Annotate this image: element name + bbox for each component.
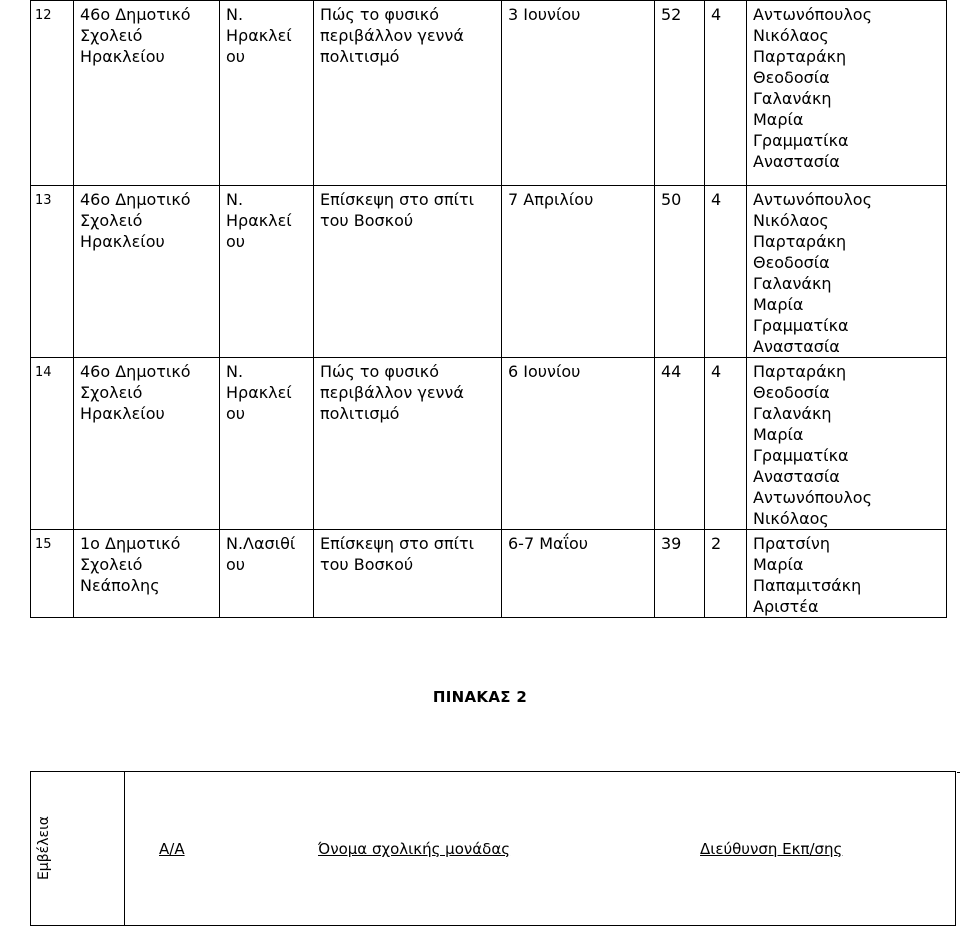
table-row bbox=[31, 186, 947, 358]
teachers-cell bbox=[747, 1, 947, 186]
visit-date: 7 Απριλίου bbox=[508, 190, 594, 209]
school-name: 46ο Δημοτικό Σχολειό Ηρακλείου bbox=[80, 362, 191, 423]
students-cell bbox=[655, 186, 705, 358]
teacher-count-cell bbox=[705, 1, 747, 186]
students-cell bbox=[655, 530, 705, 618]
school-name: 1ο Δημοτικό Σχολειό Νεάπολης bbox=[80, 534, 181, 595]
visit-date: 3 Ιουνίου bbox=[508, 5, 581, 24]
row-number-cell bbox=[31, 530, 74, 618]
student-count: 52 bbox=[661, 5, 682, 24]
teachers-cell bbox=[747, 530, 947, 618]
teacher-names: Παρταράκη Θεοδοσία Γαλανάκη Μαρία Γραμματίκα Αναστασία Αντωνόπουλος Νικόλαος bbox=[753, 362, 872, 528]
prefecture: Ν.Λασιθί ου bbox=[226, 534, 296, 574]
program-cell bbox=[314, 186, 502, 358]
program-cell bbox=[314, 358, 502, 530]
date-cell bbox=[502, 1, 655, 186]
row-number-cell bbox=[31, 186, 74, 358]
program-title: Επίσκεψη στο σπίτι του Βοσκού bbox=[320, 190, 475, 230]
date-cell bbox=[502, 186, 655, 358]
prefecture-cell bbox=[220, 358, 314, 530]
date-cell bbox=[502, 358, 655, 530]
teacher-count-cell bbox=[705, 530, 747, 618]
teacher-count: 4 bbox=[711, 5, 722, 24]
row-number-cell bbox=[31, 1, 74, 186]
table-row bbox=[31, 1, 947, 186]
column-divider bbox=[124, 772, 125, 925]
date-cell bbox=[502, 530, 655, 618]
school-name-header: Όνομα σχολικής μονάδας bbox=[318, 840, 511, 858]
teacher-count: 2 bbox=[711, 534, 722, 553]
program-title: Πώς το φυσικό περιβάλλον γεννά πολιτισμό bbox=[320, 362, 464, 423]
directorate-header: Διεύθυνση Εκπ/σης bbox=[700, 840, 843, 858]
prefecture-cell bbox=[220, 530, 314, 618]
program-title: Επίσκεψη στο σπίτι του Βοσκού bbox=[320, 534, 475, 574]
teacher-count-cell bbox=[705, 186, 747, 358]
student-count: 44 bbox=[661, 362, 682, 381]
range-header: Εμβέλεια bbox=[36, 815, 52, 881]
program-cell bbox=[314, 1, 502, 186]
row-number: 13 bbox=[35, 193, 52, 208]
school-cell bbox=[74, 1, 220, 186]
teacher-names: Αντωνόπουλος Νικόλαος Παρταράκη Θεοδοσία Γαλανάκη Μαρία Γραμματίκα Αναστασία bbox=[753, 190, 872, 356]
row-number-cell bbox=[31, 358, 74, 530]
student-count: 50 bbox=[661, 190, 682, 209]
row-number: 14 bbox=[35, 365, 52, 380]
students-cell bbox=[655, 1, 705, 186]
program-cell bbox=[314, 530, 502, 618]
teacher-count-cell bbox=[705, 358, 747, 530]
school-cell bbox=[74, 186, 220, 358]
school-name: 46ο Δημοτικό Σχολειό Ηρακλείου bbox=[80, 5, 191, 66]
prefecture: Ν. Ηρακλεί ου bbox=[226, 5, 292, 66]
students-cell bbox=[655, 358, 705, 530]
row-number: 12 bbox=[35, 8, 52, 23]
row-number: 15 bbox=[35, 537, 52, 552]
program-title: Πώς το φυσικό περιβάλλον γεννά πολιτισμό bbox=[320, 5, 464, 66]
teachers-cell bbox=[747, 358, 947, 530]
prefecture-cell bbox=[220, 1, 314, 186]
teacher-count: 4 bbox=[711, 190, 722, 209]
teacher-names: Αντωνόπουλος Νικόλαος Παρταράκη Θεοδοσία Γαλανάκη Μαρία Γραμματίκα Αναστασία bbox=[753, 5, 872, 171]
excursions-table bbox=[30, 0, 947, 618]
teacher-names: Πρατσίνη Μαρία Παπαμιτσάκη Αριστέα bbox=[753, 534, 862, 616]
prefecture-cell bbox=[220, 186, 314, 358]
student-count: 39 bbox=[661, 534, 682, 553]
aa-header: Α/Α bbox=[159, 840, 185, 858]
school-name: 46ο Δημοτικό Σχολειό Ηρακλείου bbox=[80, 190, 191, 251]
table-caption: ΠΙΝΑΚΑΣ 2 bbox=[432, 688, 528, 706]
prefecture: Ν. Ηρακλεί ου bbox=[226, 190, 292, 251]
table-row bbox=[31, 530, 947, 618]
prefecture: Ν. Ηρακλεί ου bbox=[226, 362, 292, 423]
school-cell bbox=[74, 358, 220, 530]
teachers-cell bbox=[747, 186, 947, 358]
table-row bbox=[31, 358, 947, 530]
visit-date: 6-7 Μαΐου bbox=[508, 534, 589, 553]
school-cell bbox=[74, 530, 220, 618]
visit-date: 6 Ιουνίου bbox=[508, 362, 581, 381]
teacher-count: 4 bbox=[711, 362, 722, 381]
